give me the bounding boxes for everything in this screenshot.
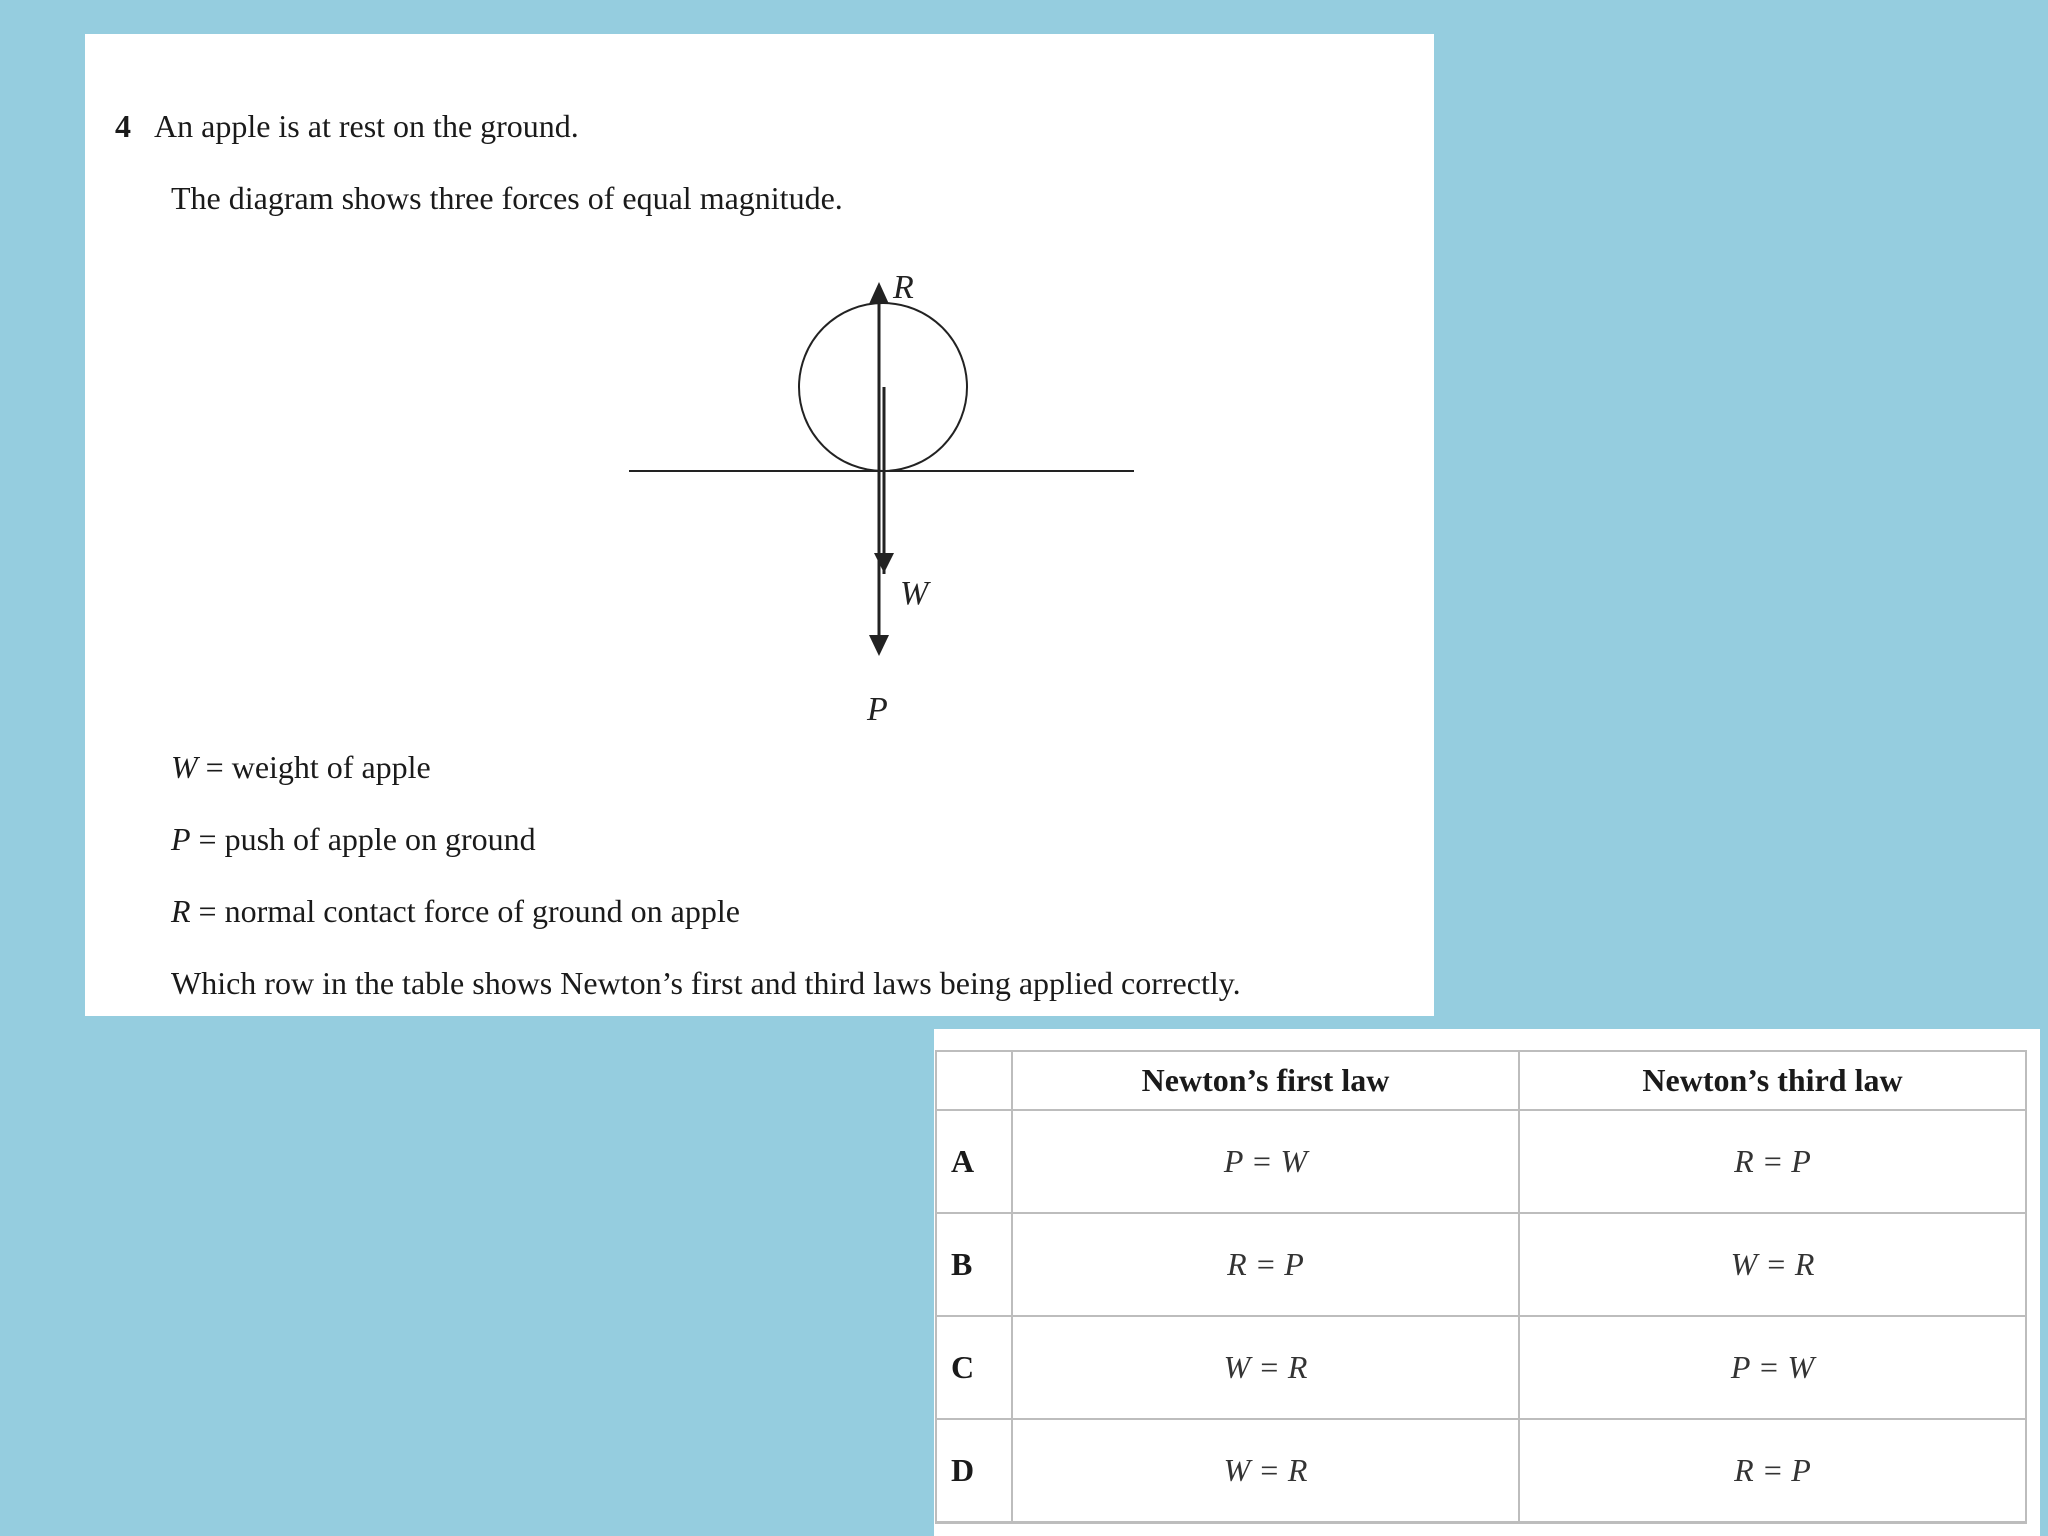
definition-w-text: = weight of apple [205,749,431,785]
table-row-d[interactable] [936,1419,2026,1523]
first-law-cell: W = R [1012,1419,1519,1523]
question-prompt: Which row in the table shows Newton’s first and third laws being applied correctly. [171,965,1241,1001]
r-force-arrowhead [869,282,889,304]
third-law-cell: R = P [1519,1419,2026,1523]
r-force-label: R [893,269,914,306]
answer-table [935,1050,2027,1524]
table-row-b[interactable] [936,1213,2026,1316]
definition-w-symbol: W [171,749,198,785]
question-intro: The diagram shows three forces of equal magnitude. [171,180,843,216]
table-row-a[interactable] [936,1110,2026,1213]
question-stem: An apple is at rest on the ground. [154,108,579,144]
force-diagram [85,34,1434,734]
row-key: D [936,1419,1012,1523]
table-header-row [936,1051,2026,1110]
question-panel [85,34,1434,1016]
w-force-arrowhead [874,553,894,573]
third-law-cell: P = W [1519,1316,2026,1419]
row-key: A [936,1110,1012,1213]
definition-p-text: = push of apple on ground [198,821,536,857]
first-law-cell: P = W [1012,1110,1519,1213]
definition-r-symbol: R [171,893,191,929]
header-first-law: Newton’s first law [1012,1051,1519,1110]
first-law-cell: W = R [1012,1316,1519,1419]
third-law-cell: W = R [1519,1213,2026,1316]
definition-r-text: = normal contact force of ground on apple [198,893,740,929]
w-force-label: W [900,575,929,612]
row-key: C [936,1316,1012,1419]
header-third-law: Newton’s third law [1519,1051,2026,1110]
third-law-cell: R = P [1519,1110,2026,1213]
row-key: B [936,1213,1012,1316]
p-force-arrowhead [869,635,889,656]
answer-table-panel [934,1029,2040,1536]
question-number: 4 [115,108,131,144]
table-row-c[interactable] [936,1316,2026,1419]
definition-p-symbol: P [171,821,191,857]
header-blank-cell [936,1051,1012,1110]
first-law-cell: R = P [1012,1213,1519,1316]
p-force-label: P [867,691,888,728]
